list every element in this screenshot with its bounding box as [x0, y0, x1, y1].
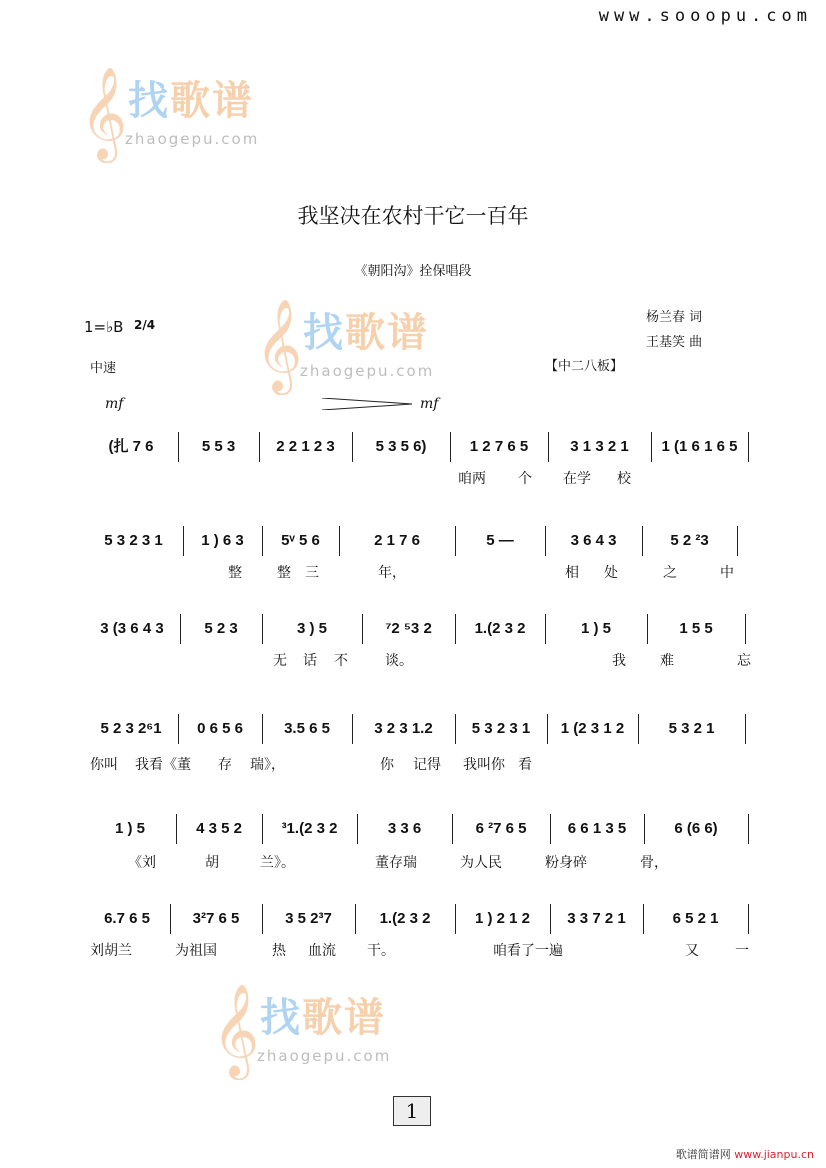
measure: 3 ) 5	[296, 620, 327, 637]
composer: 王基笑 曲	[646, 335, 703, 350]
barline	[455, 526, 456, 556]
barline	[352, 432, 353, 462]
barline	[452, 814, 453, 844]
barline	[745, 614, 746, 644]
watermark-brand-a: 找	[303, 310, 345, 356]
lyric: 《刘	[128, 855, 156, 871]
measure: 6 (6 6)	[674, 820, 718, 837]
barline	[170, 904, 171, 934]
lyric: 骨，	[640, 855, 668, 871]
measure: ⁷2 ⁵3 2	[385, 620, 432, 637]
lyric: 话	[303, 653, 317, 669]
barline	[644, 814, 645, 844]
lyric: 整	[277, 565, 291, 581]
lyric: 处	[604, 565, 618, 581]
measure: 0 6 5 6	[197, 720, 243, 737]
barline	[352, 714, 353, 744]
measure: 1.(2 3 2	[474, 620, 526, 637]
measure: ³1.(2 3 2	[281, 820, 338, 837]
lyric: 个	[518, 471, 532, 487]
measure: 5 3 2 3 1	[471, 720, 531, 737]
measure: 3 1 3 2 1	[570, 438, 629, 455]
treble-clef-icon: 𝄞	[80, 66, 128, 159]
barline	[643, 904, 644, 934]
measure: 5 5 3	[201, 438, 236, 455]
lyric: 热	[272, 943, 286, 959]
lyric: 三	[305, 565, 319, 581]
measure: 4 3 5 2	[196, 820, 242, 837]
barline	[545, 526, 546, 556]
measure: 3 3 7 2 1	[567, 910, 626, 927]
watermark-url: zhaogepu.com	[300, 362, 435, 380]
lyric: 中	[720, 565, 734, 581]
dynamic-mf-2: mf	[420, 396, 439, 412]
measure: 1 ) 5	[580, 620, 611, 637]
barline	[547, 714, 548, 744]
footer-name: 歌谱简谱网	[675, 1148, 731, 1161]
measure: 5ᵛ 5 6	[281, 532, 320, 549]
barline	[183, 526, 184, 556]
treble-clef-icon: 𝄞	[212, 983, 260, 1076]
lyricist: 杨兰春 词	[646, 310, 703, 325]
watermark-logo-top	[80, 68, 340, 163]
lyric: 在学	[563, 471, 591, 487]
barline	[550, 814, 551, 844]
barline	[339, 526, 340, 556]
lyric: 存	[218, 757, 232, 773]
barline	[455, 614, 456, 644]
lyric: 我看《董	[135, 757, 191, 773]
lyric: 我叫你	[463, 757, 505, 773]
watermark-brand	[303, 310, 429, 356]
lyric: 瑞》，	[250, 757, 285, 773]
barline	[259, 432, 260, 462]
watermark-logo-low	[212, 985, 472, 1075]
measure: 5 2 ²3	[670, 532, 709, 549]
watermark-logo-mid	[255, 300, 515, 390]
barline	[651, 432, 652, 462]
footer-url: www.jianpu.cn	[734, 1148, 814, 1161]
lyric: 为人民	[460, 855, 502, 871]
watermark-brand	[128, 78, 254, 124]
song-title: 我坚决在农村干它一百年	[297, 204, 529, 228]
barline	[178, 432, 179, 462]
lyric: 谈。	[385, 653, 413, 669]
treble-clef-icon: 𝄞	[255, 298, 303, 391]
measure: 5 3 5 6)	[375, 438, 427, 455]
lyric: 血流	[308, 943, 336, 959]
lyric: 不	[334, 653, 348, 669]
lyric: 咱看了一遍	[493, 943, 563, 959]
measure: 3.5 6 5	[284, 720, 330, 737]
lyric: 校	[617, 471, 631, 487]
site-url: www.sooopu.com	[598, 6, 812, 26]
watermark-brand-a: 找	[128, 78, 170, 124]
barline	[180, 614, 181, 644]
barline	[455, 904, 456, 934]
barline	[455, 714, 456, 744]
measure: 6.7 6 5	[104, 910, 150, 927]
watermark-url: zhaogepu.com	[257, 1047, 392, 1065]
key-signature: 1=♭B	[84, 318, 124, 336]
lyric: 我	[612, 653, 626, 669]
time-signature: 2/4	[134, 318, 156, 332]
barline	[176, 814, 177, 844]
measure: 5 —	[486, 532, 514, 549]
lyric: 看	[518, 757, 532, 773]
lyric: 粉身碎	[545, 855, 587, 871]
measure: 1 2 7 6 5	[469, 438, 529, 455]
lyric: 整	[228, 565, 242, 581]
measure: 6 6 1 3 5	[567, 820, 627, 837]
lyric: 为祖国	[175, 943, 217, 959]
barline	[355, 904, 356, 934]
barline	[357, 814, 358, 844]
lyric: 你叫	[90, 757, 118, 773]
measure: 6 5 2 1	[672, 910, 719, 927]
measure: 2 1 7 6	[374, 532, 420, 549]
lyric: 又	[685, 943, 699, 959]
barline	[262, 904, 263, 934]
watermark-brand-b: 歌谱	[345, 310, 429, 356]
barline	[737, 526, 738, 556]
banshi-marking: 【中二八板】	[545, 359, 624, 374]
measure: 6 ²7 6 5	[475, 820, 527, 837]
measure: 1 (1 6 1 6 5	[661, 438, 738, 455]
barline	[647, 614, 648, 644]
lyric: 刘胡兰	[90, 943, 132, 959]
lyric: 一	[735, 943, 749, 959]
barline	[262, 614, 263, 644]
watermark-brand-a: 找	[260, 995, 302, 1041]
decrescendo-hairpin	[322, 398, 412, 410]
barline	[748, 432, 749, 462]
measure: 1.(2 3 2	[379, 910, 431, 927]
lyric: 年，	[378, 565, 406, 581]
lyric: 胡	[205, 855, 219, 871]
measure: 3 5 2³7	[285, 910, 332, 927]
watermark-url: zhaogepu.com	[125, 130, 260, 148]
watermark-brand-b: 歌谱	[302, 995, 386, 1041]
lyric: 兰》。	[260, 855, 295, 871]
barline	[748, 904, 749, 934]
lyric: 董存瑞	[375, 855, 417, 871]
lyric: 记得	[413, 757, 441, 773]
measure: 5 3 2 3 1	[104, 532, 163, 549]
barline	[638, 714, 639, 744]
measure: (扎 7 6	[108, 438, 154, 455]
barline	[450, 432, 451, 462]
dynamic-mf-1: mf	[105, 396, 124, 412]
barline	[745, 714, 746, 744]
tempo-marking: 中速	[90, 361, 117, 376]
measure: 1 (2 3 1 2	[560, 720, 625, 737]
watermark-brand	[260, 995, 386, 1041]
measure: 3 6 4 3	[570, 532, 617, 549]
lyric: 难	[660, 653, 674, 669]
barline	[262, 814, 263, 844]
footer-watermark	[676, 1146, 814, 1162]
lyric: 咱两	[458, 471, 486, 487]
barline	[548, 432, 549, 462]
lyric: 干。	[367, 943, 395, 959]
barline	[262, 526, 263, 556]
measure: 3²7 6 5	[192, 910, 240, 927]
watermark-brand-b: 歌谱	[170, 78, 254, 124]
lyric: 相	[565, 565, 579, 581]
song-subtitle: 《朝阳沟》拴保唱段	[354, 264, 472, 279]
barline	[178, 714, 179, 744]
measure: 1 ) 5	[114, 820, 145, 837]
lyric: 你	[380, 757, 394, 773]
measure: 5 2 3	[204, 620, 238, 637]
barline	[550, 904, 551, 934]
measure: 2 2 1 2 3	[276, 438, 335, 455]
measure: 5 2 3 2⁶1	[100, 720, 162, 737]
measure: 1 5 5	[679, 620, 713, 637]
barline	[748, 814, 749, 844]
barline	[262, 714, 263, 744]
measure: 3 2 3 1.2	[374, 720, 433, 737]
measure: 5 3 2 1	[668, 720, 715, 737]
measure: 3 (3 6 4 3	[100, 620, 164, 637]
measure: 1 ) 6 3	[201, 532, 244, 549]
lyric: 忘	[737, 653, 751, 669]
lyric: 之	[663, 565, 677, 581]
lyric: 无	[273, 653, 287, 669]
page-number: 1	[393, 1096, 431, 1126]
measure: 1 ) 2 1 2	[474, 910, 531, 927]
barline	[642, 526, 643, 556]
barline	[545, 614, 546, 644]
barline	[362, 614, 363, 644]
measure: 3 3 6	[387, 820, 422, 837]
